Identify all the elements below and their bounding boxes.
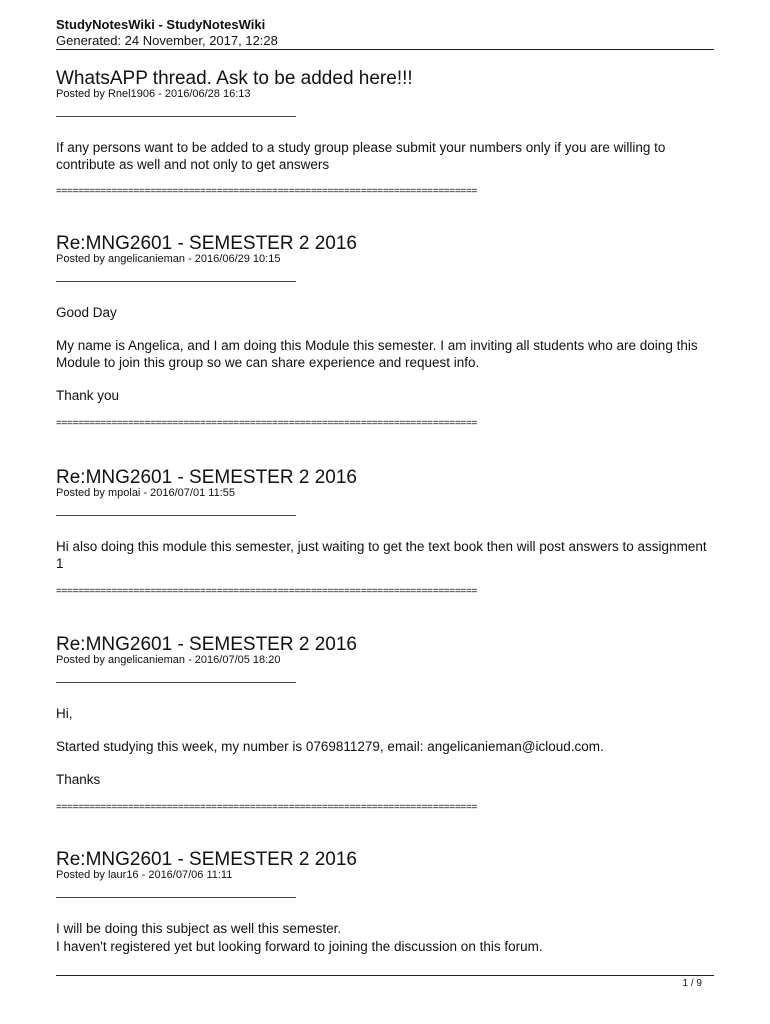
post-meta: Posted by mpolai - 2016/07/01 11:55 [56,487,235,499]
post-title: Re:MNG2601 - SEMESTER 2 2016 [56,849,357,870]
post-paragraph: Thanks [56,772,101,787]
post-title: WhatsAPP thread. Ask to be added here!!! [56,68,413,89]
post-meta: Posted by laur16 - 2016/07/06 11:11 [56,869,233,881]
page-header [56,17,714,48]
generated-timestamp: Generated: 24 November, 2017, 12:28 [56,33,278,48]
site-title: StudyNotesWiki - StudyNotesWiki [56,17,266,32]
post-paragraph: Hi also doing this module this semester, just waiting to get the text book then will post answers to assignment 1 [56,539,707,571]
meta-divider [56,515,296,516]
post-paragraph: If any persons want to be added to a study group please submit your numbers only if you are willing to contribute as well and not only to get answers [56,140,666,172]
meta-divider [56,897,296,898]
post [56,467,716,598]
post-paragraph: Hi, [56,706,73,721]
post [56,849,716,955]
post-paragraph: My name is Angelica, and I am doing this Module this semester. I am inviting all students who are doing this Module to join this group so we can share experience and request info. [56,338,698,370]
post-meta: Posted by angelicanieman - 2016/07/05 18:20 [56,654,281,666]
post-paragraph: Good Day [56,305,117,320]
post-paragraph: Started studying this week, my number is 0769811279, email: angelicanieman@icloud.com. [56,739,604,754]
post [56,634,716,814]
post-paragraph: Thank you [56,388,120,403]
meta-divider [56,682,296,683]
post-separator: ============================================================================ [56,186,478,197]
post-separator: ============================================================================ [56,802,478,813]
meta-divider [56,281,296,282]
post-separator: ============================================================================ [56,586,478,597]
post-meta: Posted by Rnel1906 - 2016/06/28 16:13 [56,88,251,100]
post-title: Re:MNG2601 - SEMESTER 2 2016 [56,467,357,488]
header-divider [56,49,714,50]
footer-divider [56,975,714,976]
post-meta: Posted by angelicanieman - 2016/06/29 10:15 [56,253,281,265]
post-title: Re:MNG2601 - SEMESTER 2 2016 [56,233,357,254]
post-separator: ============================================================================ [56,418,478,429]
post [56,68,716,198]
post-paragraph: I will be doing this subject as well this semester. [56,921,342,936]
page-number: 1 / 9 [682,978,702,989]
post [56,233,716,430]
post-paragraph: I haven't registered yet but looking forward to joining the discussion on this forum. [56,939,543,954]
post-title: Re:MNG2601 - SEMESTER 2 2016 [56,634,357,655]
meta-divider [56,116,296,117]
